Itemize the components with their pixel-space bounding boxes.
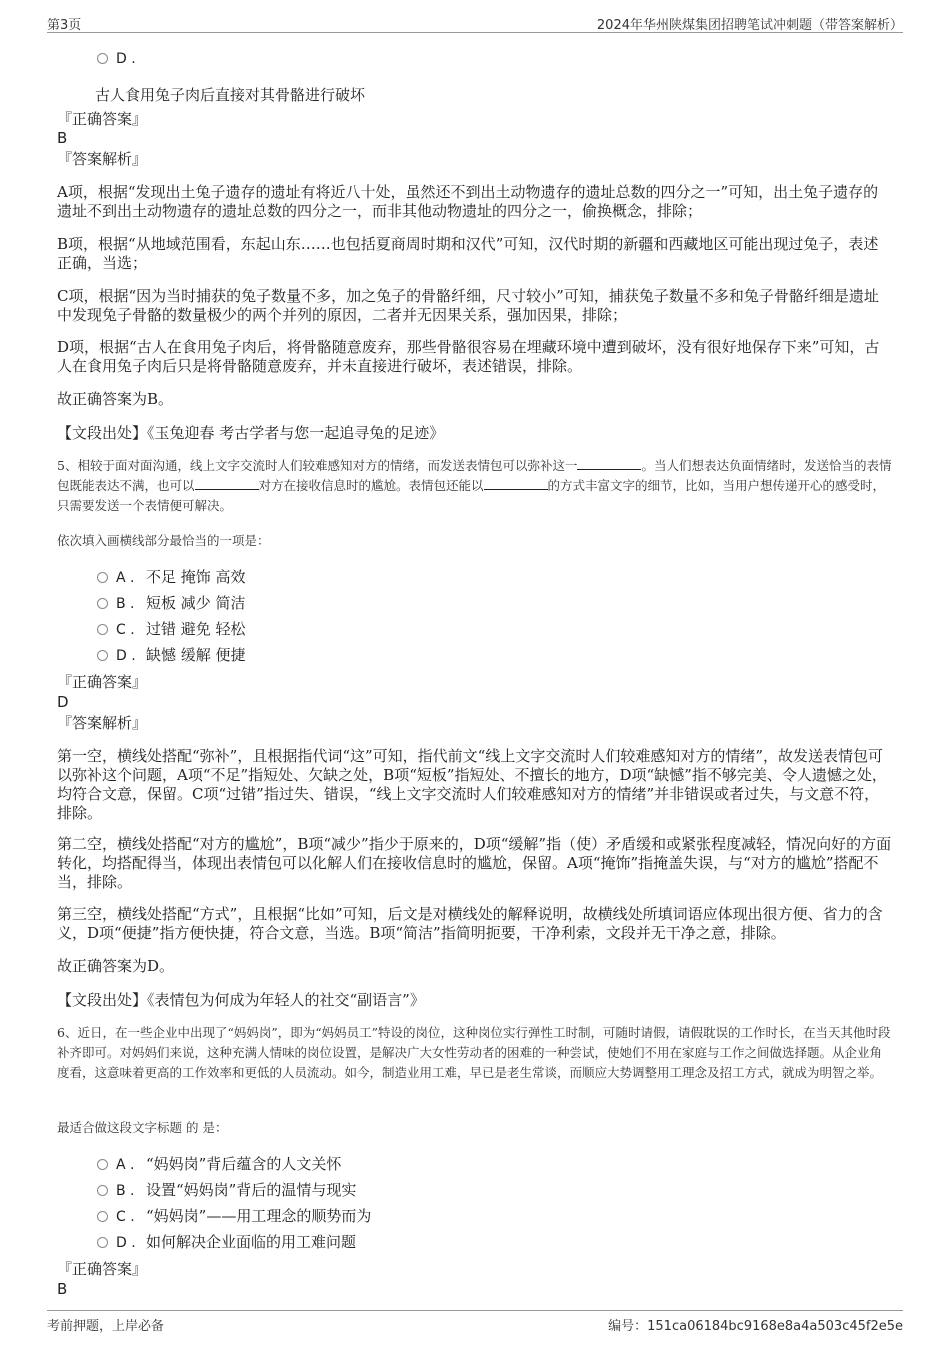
answer-label: 『正确答案』 [57,673,148,691]
answer-value: B [57,1280,68,1298]
answer-value: D [57,693,69,711]
option-c[interactable]: C . “妈妈岗”——用工理念的顺势而为 [97,1206,371,1226]
option-a[interactable]: A . “妈妈岗”背后蕴含的人文关怀 [97,1154,341,1174]
analysis-label: 『答案解析』 [57,714,148,732]
radio-icon[interactable] [97,1237,108,1248]
radio-icon[interactable] [97,650,108,661]
radio-icon[interactable] [97,53,108,64]
source-citation: 【文段出处】《表情包为何成为年轻人的社交“副语言”》 [57,991,425,1009]
analysis-paragraph: D项，根据“古人在食用兔子肉后，将骨骼随意废弃，那些骨骼很容易在埋藏环境中遭到破坏，没有很好地保存下来”可知，古人在食用兔子肉后只是将骨骼随意废弃，并未直接进行破坏，表述错误，排除。 [57,338,880,375]
page-number: 第3页 [47,18,82,33]
question-stem: 5、相较于面对面沟通，线上文字交流时人们较难感知对方的情绪，而发送表情包可以弥补这一 。当人们想表达负面情绪时，发送恰当的表情包既能表达不满，也可以 对方在接收信息时的尴尬。表情包还能以 的方式丰富文字的细节，比如，当用户想传递开心的感受时，只需要发送一个表情便可解决。 [57,458,892,513]
question-prompt: 最适合做这段文字标题 的 是： [57,1120,228,1135]
radio-icon[interactable] [97,624,108,635]
document-id: 编号：151ca06184bc9168e8a4a503c45f2e5e [608,1319,903,1334]
conclusion: 故正确答案为D。 [57,957,175,975]
fill-blank [577,457,641,470]
source-citation: 【文段出处】《玉兔迎春 考古学者与您一起追寻兔的足迹》 [57,424,445,442]
conclusion: 故正确答案为B。 [57,390,174,408]
option-b[interactable]: B . 短板 减少 简洁 [97,593,246,613]
radio-icon[interactable] [97,1159,108,1170]
radio-icon[interactable] [97,1211,108,1222]
page-footer [47,1310,903,1335]
option-d-text: 古人食用兔子肉后直接对其骨骼进行破坏 [95,86,366,104]
radio-icon[interactable] [97,1185,108,1196]
footer-slogan: 考前押题，上岸必备 [47,1319,165,1334]
answer-label: 『正确答案』 [57,1260,148,1278]
radio-icon[interactable] [97,572,108,583]
option-d[interactable]: D . 如何解决企业面临的用工难问题 [97,1232,356,1252]
fill-blank [195,477,259,490]
analysis-paragraph: 第一空，横线处搭配“弥补”，且根据指代词“这”可知，指代前文“线上文字交流时人们较难感知对方的情绪”，故发送表情包可以弥补这个问题，A项“不足”指短处、欠缺之处，B项“短板”指短处、不擅长的地方，D项“缺憾”指不够完美、令人遗憾之处，均符合文意，保留。C项“过错”指过失、错误，“线上文字交流时人们较难感知对方的情绪”并非错误或者过失，与文意不符，排除。 [57,747,887,822]
option-d[interactable]: D . 缺憾 缓解 便捷 [97,645,246,665]
analysis-paragraph: 第二空，横线处搭配“对方的尴尬”，B项“减少”指少于原来的，D项“缓解”指（使）矛盾缓和或紧张程度减轻，情况向好的方面转化，均搭配得当，体现出表情包可以化解人们在接收信息时的尴尬，保留。A项“掩饰”指掩盖失误，与“对方的尴尬”搭配不当，排除。 [57,835,892,891]
question-prompt: 依次填入画横线部分最恰当的一项是： [57,533,270,548]
page-header [47,10,903,33]
document-title: 2024年华州陕煤集团招聘笔试冲刺题（带答案解析） [596,18,903,33]
option-b[interactable]: B . 设置“妈妈岗”背后的温情与现实 [97,1180,356,1200]
answer-label: 『正确答案』 [57,110,148,128]
option-c[interactable]: C . 过错 避免 轻松 [97,619,246,639]
analysis-paragraph: 第三空，横线处搭配“方式”，且根据“比如”可知，后文是对横线处的解释说明，故横线处所填词语应体现出很方便、省力的含义，D项“便捷”指方便快捷，符合文意，当选。B项“简洁”指简明扼要，干净利索，文段并无干净之意，排除。 [57,905,883,942]
answer-value: B [57,129,68,147]
question-stem: 6、近日，在一些企业中出现了“妈妈岗”，即为“妈妈员工”特设的岗位，这种岗位实行弹性工时制，可随时请假，请假耽误的工作时长，在当天其他时段补齐即可。对妈妈们来说，这种充满人情味的岗位设置，是解决广大女性劳动者的困难的一种尝试，使她们不用在家庭与工作之间做选择题。从企业角度看，这意味着更高的工作效率和更低的人员流动。如今，制造业用工难，早已是老生常谈，而顺应大势调整用工理念及招工方式，就成为明智之举。 [57,1025,891,1080]
option-a[interactable]: A . 不足 掩饰 高效 [97,567,246,587]
analysis-paragraph: A项，根据“发现出土兔子遗存的遗址有将近八十处，虽然还不到出土动物遗存的遗址总数的四分之一”可知，出土兔子遗存的遗址不到出土动物遗存的遗址总数的四分之一，而非其他动物遗址的四分之一，偷换概念，排除； [57,183,879,220]
analysis-paragraph: C项，根据“因为当时捕获的兔子数量不多，加之兔子的骨骼纤细，尺寸较小”可知，捕获兔子数量不多和兔子骨骼纤细是遗址中发现兔子骨骼的数量极少的两个并列的原因，二者并无因果关系，强加因果，排除； [57,287,879,324]
fill-blank [484,477,548,490]
radio-icon[interactable] [97,598,108,609]
analysis-paragraph: B项，根据“从地域范围看，东起山东……也包括夏商周时期和汉代”可知，汉代时期的新疆和西藏地区可能出现过兔子，表述正确，当选； [57,235,879,272]
option-d[interactable]: D . [97,48,146,68]
analysis-label: 『答案解析』 [57,150,148,168]
